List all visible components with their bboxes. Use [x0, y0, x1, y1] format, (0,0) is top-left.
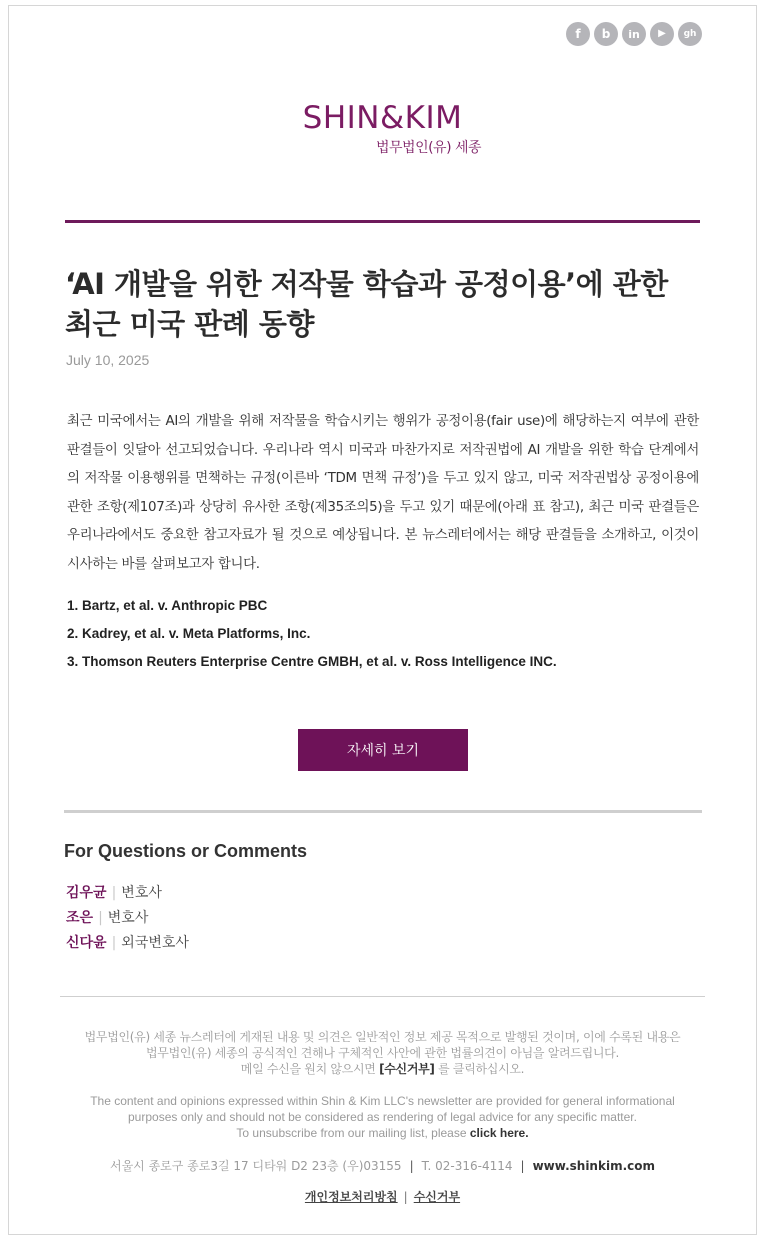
disclaimer-english	[40, 1093, 725, 1141]
unsubscribe-link-en[interactable]: click here.	[469, 1126, 529, 1140]
article-title	[65, 264, 705, 344]
privacy-policy-link[interactable]: 개인정보처리방침	[304, 1190, 398, 1204]
disclaimer-korean	[40, 1029, 725, 1077]
contact-separator: |	[98, 910, 103, 926]
disclaimer-en-line-1: The content and opinions expressed within Shin & Kim LLC's newsletter are provided for general informational	[90, 1094, 675, 1108]
contact-list	[66, 881, 189, 956]
address-line	[0, 1157, 765, 1174]
disclaimer-en-line-2: purposes only and should not be considered as rendering of legal advice for any specific matter.	[128, 1110, 637, 1124]
contact-role: 변호사	[121, 885, 162, 901]
section-divider	[64, 810, 702, 813]
contact-item	[66, 906, 189, 931]
street-address: 서울시 종로구 종로3길 17 디타워 D2 23층 (우)03155	[109, 1159, 402, 1173]
social-links	[566, 22, 702, 46]
youtube-icon[interactable]: ▶	[650, 22, 674, 46]
header-divider	[65, 220, 700, 223]
disclaimer-en-line-3: To unsubscribe from our mailing list, please	[236, 1126, 470, 1140]
address-separator: |	[409, 1159, 414, 1173]
disclaimer-ko-line-3: 메일 수신을 원치 않으시면	[240, 1062, 380, 1076]
contact-separator: |	[111, 885, 117, 901]
contact-separator: |	[111, 935, 117, 951]
title-line-2: 최근 미국 판례 동향	[65, 307, 314, 341]
footer-links	[0, 1188, 765, 1205]
logo-korean-name: 법무법인(유) 세종	[376, 140, 482, 156]
contact-role: 외국변호사	[121, 935, 189, 951]
title-line-1: ‘AI 개발을 위한 저작물 학습과 공정이용’에 관한	[65, 267, 668, 301]
disclaimer-ko-line-3-end: 를 클릭하십시오.	[434, 1062, 525, 1076]
case-item: 3. Thomson Reuters Enterprise Centre GMBH, et al. v. Ross Intelligence INC.	[67, 654, 557, 669]
read-more-button[interactable]: 자세히 보기	[298, 729, 468, 771]
address-separator: |	[520, 1159, 525, 1173]
contact-name[interactable]: 신다윤	[66, 935, 107, 951]
facebook-icon[interactable]: f	[566, 22, 590, 46]
gh-icon[interactable]: gh	[678, 22, 702, 46]
case-item: 1. Bartz, et al. v. Anthropic PBC	[67, 598, 268, 613]
blog-icon[interactable]: b	[594, 22, 618, 46]
disclaimer-ko-line-2: 법무법인(유) 세종의 공식적인 견해나 구체적인 사안에 관한 법률의견이 아님을 알려드립니다.	[145, 1046, 619, 1060]
article-date: July 10, 2025	[66, 352, 150, 368]
questions-title: For Questions or Comments	[64, 841, 308, 861]
contact-role: 변호사	[107, 910, 149, 926]
case-list	[67, 592, 557, 676]
linkedin-icon[interactable]: in	[622, 22, 646, 46]
unsubscribe-link[interactable]: 수신거부	[413, 1190, 461, 1204]
unsubscribe-link-ko[interactable]: [수신거부]	[379, 1062, 435, 1076]
contact-name[interactable]: 조은	[66, 910, 94, 926]
contact-item	[66, 881, 189, 906]
website-link[interactable]: www.shinkim.com	[532, 1159, 655, 1173]
logo-wordmark: SHIN&KIM	[302, 100, 463, 136]
contact-item	[66, 931, 189, 956]
case-item: 2. Kadrey, et al. v. Meta Platforms, Inc.	[67, 626, 311, 641]
disclaimer-ko-line-1: 법무법인(유) 세종 뉴스레터에 게재된 내용 및 의견은 일반적인 정보 제공 목적으로 발행된 것이며, 이에 수록된 내용은	[84, 1030, 681, 1044]
footer-divider	[60, 996, 705, 997]
phone-number: T. 02-316-4114	[421, 1159, 513, 1173]
contact-name[interactable]: 김우균	[66, 885, 107, 901]
footer-separator: |	[403, 1190, 408, 1204]
firm-logo	[0, 100, 765, 156]
article-intro: 최근 미국에서는 AI의 개발을 위해 저작물을 학습시키는 행위가 공정이용(fair use)에 해당하는지 여부에 관한 판결들이 잇달아 선고되었습니다. 우리나라 역시 미국과 마찬가지로 저작권법에 AI 개발을 위한 학습 단계에서의 저작물 이용행위를 면책하는 규정(이른바 ‘TDM 면책 규정’)을 두고 있지 않고, 미국 저작권법상 공정이용에 관한 조항(제107조)과 상당히 유사한 조항(제35조의5)을 두고 있기 때문에(아래 표 참고), 최근 미국 판결들은 우리나라에서도 중요한 참고자료가 될 것으로 예상됩니다. 본 뉴스레터에서는 해당 판결들을 소개하고, 이것이 시사하는 바를 살펴보고자 합니다.	[67, 414, 699, 572]
